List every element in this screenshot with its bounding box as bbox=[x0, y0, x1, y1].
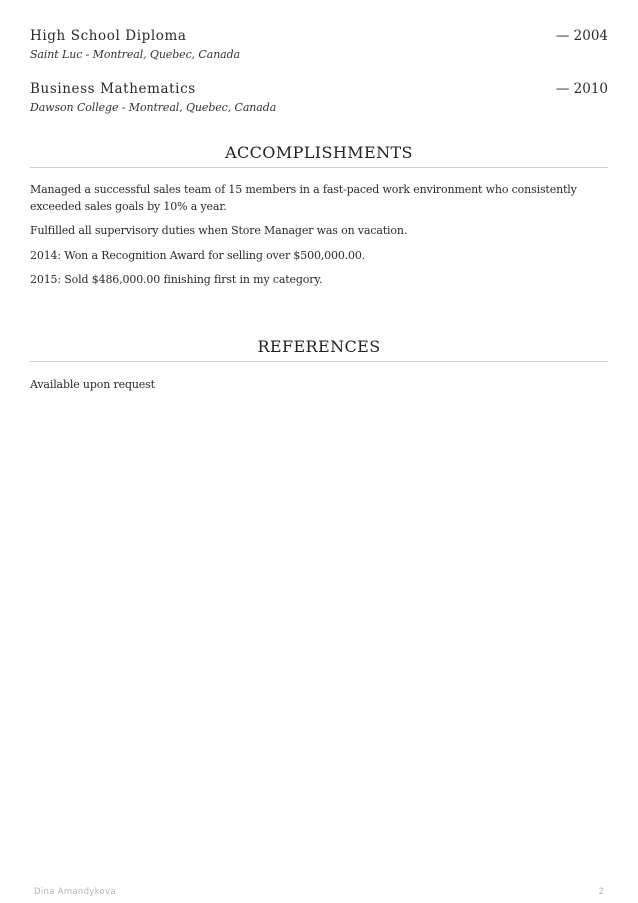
education-header bbox=[30, 28, 608, 44]
school-location: Dawson College - Montreal, Quebec, Canada bbox=[30, 101, 277, 114]
accomplishment-item: Fulfilled all supervisory duties when Store Manager was on vacation. bbox=[30, 224, 408, 237]
section-divider bbox=[30, 361, 608, 362]
accomplishment-item: Managed a successful sales team of 15 members in a fast-paced work environment who consistently exceeded sales goals by 10% a year. bbox=[30, 183, 577, 213]
accomplishment-item: 2014: Won a Recognition Award for selling over $500,000.00. bbox=[30, 249, 366, 262]
education-item bbox=[30, 81, 608, 114]
footer-page-number: 2 bbox=[598, 887, 604, 897]
school-location: Saint Luc - Montreal, Quebec, Canada bbox=[30, 48, 241, 61]
accomplishment-item: 2015: Sold $486,000.00 finishing first in my category. bbox=[30, 273, 323, 286]
section-divider bbox=[30, 167, 608, 168]
degree-year: — 2010 bbox=[555, 81, 608, 97]
degree-title: High School Diploma bbox=[30, 28, 187, 44]
footer-author-name: Dina Amandykova bbox=[34, 887, 116, 897]
degree-year: — 2004 bbox=[555, 28, 608, 44]
degree-title: Business Mathematics bbox=[30, 81, 196, 97]
references-text: Available upon request bbox=[30, 378, 155, 391]
accomplishments-heading: ACCOMPLISHMENTS bbox=[225, 143, 413, 162]
education-header bbox=[30, 81, 608, 97]
education-item bbox=[30, 28, 608, 61]
references-heading: REFERENCES bbox=[257, 337, 381, 356]
